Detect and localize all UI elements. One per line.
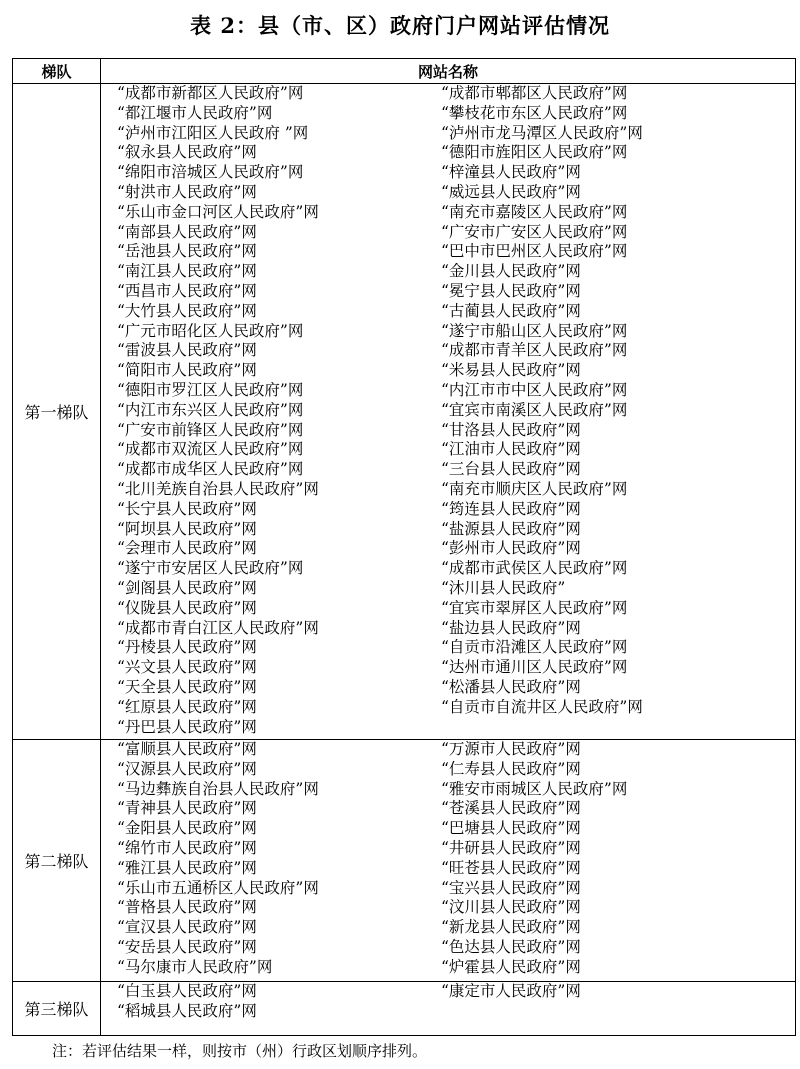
website-entry: “叙永县人民政府”网	[117, 143, 257, 162]
website-entry: “宣汉县人民政府”网	[117, 918, 257, 937]
website-column-left	[117, 84, 441, 737]
website-entry: “丹巴县人民政府”网	[117, 717, 257, 736]
website-entry: “安岳县人民政府”网	[117, 937, 257, 956]
website-entry: “大竹县人民政府”网	[117, 301, 257, 320]
website-column-left	[117, 740, 441, 978]
website-entry: “彭州市人民政府”网	[441, 539, 581, 558]
website-entry: “乐山市五通桥区人民政府”网	[117, 878, 319, 897]
website-entry: “成都市郫都区人民政府”网	[441, 84, 628, 102]
website-entry: “德阳市旌阳区人民政府”网	[441, 143, 628, 162]
website-entry: “天全县人民政府”网	[117, 677, 257, 696]
website-entry: “金阳县人民政府”网	[117, 819, 257, 838]
website-entry: “青神县人民政府”网	[117, 799, 257, 818]
header-website-name: 网站名称	[101, 59, 796, 84]
website-entry: “兴文县人民政府”网	[117, 658, 257, 677]
website-entry: “成都市双流区人民政府”网	[117, 440, 304, 459]
website-entry: “丹棱县人民政府”网	[117, 638, 257, 657]
website-entry: “仁寿县人民政府”网	[441, 759, 581, 778]
website-entry: “盐边县人民政府”网	[441, 618, 581, 637]
website-entry: “广安市前锋区人民政府”网	[117, 420, 304, 439]
website-entry: “泸州市江阳区人民政府 ”网	[117, 123, 309, 142]
website-entry: “西昌市人民政府”网	[117, 281, 257, 300]
website-entry: “古蔺县人民政府”网	[441, 301, 581, 320]
website-entry: “北川羌族自治县人民政府”网	[117, 479, 319, 498]
website-entry: “马边彝族自治县人民政府”网	[117, 779, 319, 798]
website-entry: “内江市市中区人民政府”网	[441, 380, 628, 399]
tier-label: 第二梯队	[13, 740, 101, 982]
table-header-row	[13, 59, 796, 84]
tier-row-1	[13, 84, 796, 740]
website-list	[101, 982, 796, 1036]
website-entry: “南部县人民政府”网	[117, 222, 257, 241]
website-entry: “旺苍县人民政府”网	[441, 858, 581, 877]
website-entry: “松潘县人民政府”网	[441, 677, 581, 696]
website-entry: “长宁县人民政府”网	[117, 499, 257, 518]
website-entry: “仪陇县人民政府”网	[117, 598, 257, 617]
website-entry: “稻城县人民政府”网	[117, 1001, 257, 1020]
website-entry: “筠连县人民政府”网	[441, 499, 581, 518]
website-entry: “遂宁市安居区人民政府”网	[117, 559, 304, 578]
website-column-right	[441, 84, 643, 737]
website-entry: “马尔康市人民政府”网	[117, 957, 273, 976]
website-entry: “康定市人民政府”网	[441, 982, 581, 1000]
website-entry: “南江县人民政府”网	[117, 262, 257, 281]
website-column-right	[441, 982, 581, 1022]
header-tier: 梯队	[13, 59, 101, 84]
website-entry: “成都市武侯区人民政府”网	[441, 559, 628, 578]
website-entry: “泸州市龙马潭区人民政府”网	[441, 123, 643, 142]
website-column-left	[117, 982, 441, 1022]
website-entry: “会理市人民政府”网	[117, 539, 257, 558]
website-entry: “成都市成华区人民政府”网	[117, 460, 304, 479]
footnote: 注：若评估结果一样，则按市（州）行政区划顺序排列。	[52, 1042, 428, 1060]
website-entry: “阿坝县人民政府”网	[117, 519, 257, 538]
website-entry: “金川县人民政府”网	[441, 262, 581, 281]
website-entry: “宝兴县人民政府”网	[441, 878, 581, 897]
website-entry: “甘洛县人民政府”网	[441, 420, 581, 439]
website-entry: “宜宾市南溪区人民政府”网	[441, 400, 628, 419]
website-entry: “达州市通川区人民政府”网	[441, 658, 628, 677]
website-entry: “成都市青羊区人民政府”网	[441, 341, 628, 360]
website-entry: “雅安市雨城区人民政府”网	[441, 779, 628, 798]
website-entry: “白玉县人民政府”网	[117, 982, 257, 1000]
website-entry: “富顺县人民政府”网	[117, 740, 257, 758]
website-entry: “炉霍县人民政府”网	[441, 957, 581, 976]
website-entry: “南充市顺庆区人民政府”网	[441, 479, 628, 498]
website-entry: “德阳市罗江区人民政府”网	[117, 380, 304, 399]
evaluation-table	[12, 58, 796, 1036]
website-entry: “米易县人民政府”网	[441, 361, 581, 380]
website-entry: “南充市嘉陵区人民政府”网	[441, 202, 628, 221]
website-list	[101, 84, 796, 740]
website-entry: “汶川县人民政府”网	[441, 898, 581, 917]
website-entry: “巴塘县人民政府”网	[441, 819, 581, 838]
website-entry: “剑阁县人民政府”网	[117, 578, 257, 597]
website-entry: “自贡市自流井区人民政府”网	[441, 697, 643, 716]
website-entry: “自贡市沿滩区人民政府”网	[441, 638, 628, 657]
website-entry: “红原县人民政府”网	[117, 697, 257, 716]
website-entry: “射洪市人民政府”网	[117, 182, 257, 201]
website-entry: “广元市昭化区人民政府”网	[117, 321, 304, 340]
website-entry: “江油市人民政府”网	[441, 440, 581, 459]
website-column-right	[441, 740, 627, 978]
website-entry: “成都市青白江区人民政府”网	[117, 618, 319, 637]
website-entry: “雷波县人民政府”网	[117, 341, 257, 360]
tier-row-2	[13, 740, 796, 982]
website-entry: “苍溪县人民政府”网	[441, 799, 581, 818]
website-entry: “雅江县人民政府”网	[117, 858, 257, 877]
website-entry: “内江市东兴区人民政府”网	[117, 400, 304, 419]
page-title: 表 2：县（市、区）政府门户网站评估情况	[190, 13, 610, 38]
website-list	[101, 740, 796, 982]
tier-label: 第一梯队	[13, 84, 101, 740]
website-entry: “成都市新都区人民政府”网	[117, 84, 304, 102]
tier-row-3	[13, 982, 796, 1036]
website-entry: “攀枝花市东区人民政府”网	[441, 103, 628, 122]
website-entry: “盐源县人民政府”网	[441, 519, 581, 538]
website-entry: “简阳市人民政府”网	[117, 361, 257, 380]
website-entry: “广安市广安区人民政府”网	[441, 222, 628, 241]
website-entry: “普格县人民政府”网	[117, 898, 257, 917]
website-entry: “岳池县人民政府”网	[117, 242, 257, 261]
website-entry: “沐川县人民政府”	[441, 578, 566, 597]
website-entry: “新龙县人民政府”网	[441, 918, 581, 937]
website-entry: “乐山市金口河区人民政府”网	[117, 202, 319, 221]
tier-label: 第三梯队	[13, 982, 101, 1036]
website-entry: “万源市人民政府”网	[441, 740, 581, 758]
website-entry: “绵竹市人民政府”网	[117, 838, 257, 857]
website-entry: “遂宁市船山区人民政府”网	[441, 321, 628, 340]
website-entry: “汉源县人民政府”网	[117, 759, 257, 778]
website-entry: “都江堰市人民政府”网	[117, 103, 273, 122]
website-entry: “井研县人民政府”网	[441, 838, 581, 857]
website-entry: “色达县人民政府”网	[441, 937, 581, 956]
website-entry: “威远县人民政府”网	[441, 182, 581, 201]
website-entry: “梓潼县人民政府”网	[441, 163, 581, 182]
website-entry: “冕宁县人民政府”网	[441, 281, 581, 300]
website-entry: “巴中市巴州区人民政府”网	[441, 242, 628, 261]
website-entry: “绵阳市涪城区人民政府”网	[117, 163, 304, 182]
website-entry: “三台县人民政府”网	[441, 460, 581, 479]
website-entry: “宜宾市翠屏区人民政府”网	[441, 598, 628, 617]
